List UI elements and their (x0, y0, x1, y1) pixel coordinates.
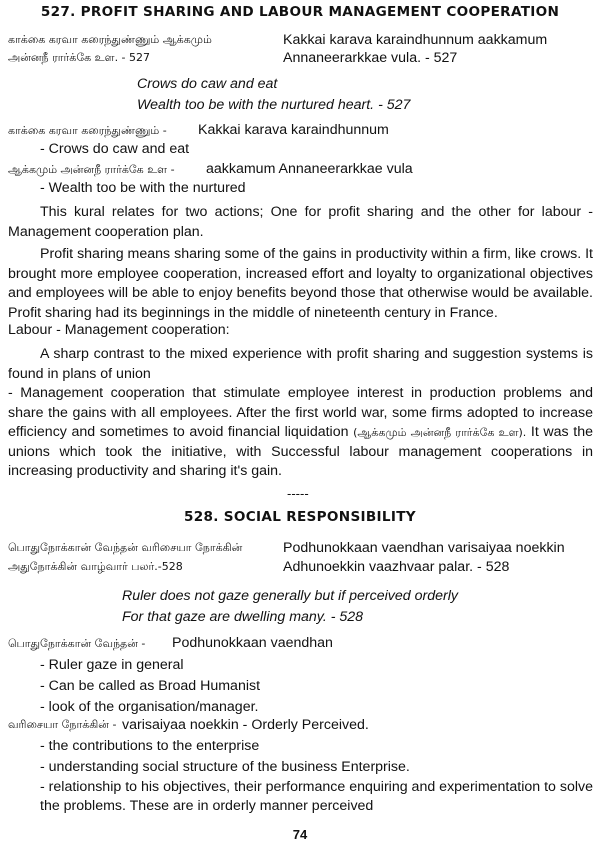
gloss-527-2-translit: aakkamum Annaneerarkkae vula (206, 161, 413, 177)
para4-text-a: - Management cooperation that stimulate employee interest in production problems and share the gains with all employees. After the first world war, some firms adopted to increase efficiency and sometimes to avoid financial liquidation (8, 385, 593, 440)
section-527-title: 527. PROFIT SHARING AND LABOUR MANAGEMENT COOPERATION (40, 4, 560, 20)
gloss-527-1-translit: Kakkai karava karaindhunnum (198, 122, 389, 138)
gloss-528-1-item-2: - Can be called as Broad Humanist (40, 678, 261, 694)
paragraph-profit-sharing: Profit sharing means sharing some of the gains in productivity within a firm, like crows. It brought more employee cooperation, increased effort and loyalty to organizational objectives and employees will be able to enjoy benefits beyond those that otherwise would be available. Profit sharing had its beginnings in the middle of nineteenth century in France. (8, 246, 593, 321)
kural-527-translit-line1: Kakkai karava karaindhunnum aakkamum (283, 32, 548, 48)
paragraph-management-cooperation (8, 384, 593, 482)
section-separator: ----- (287, 486, 309, 501)
para4-tamil-inline: (ஆக்கமும் அன்னநீ ரார்க்கே உள). (353, 426, 527, 439)
gloss-527-1-meaning: - Crows do caw and eat (40, 141, 190, 157)
paragraph-sharp-contrast: A sharp contrast to the mixed experience with profit sharing and suggestion systems is found in plans of union (8, 346, 593, 382)
labour-management-heading: Labour - Management cooperation: (8, 322, 230, 338)
gloss-528-1-item-3: - look of the organisation/manager. (40, 699, 259, 715)
kural-528-english-line2: For that gaze are dwelling many. - 528 (122, 609, 364, 625)
para4-text-b: It was the unions which took the initiative, with Successful labour management cooperations in increasing productivity and sharing it's gain. (8, 424, 593, 479)
gloss-527-1-tamil: காக்கை கரவா கரைந்துண்ணும் - (8, 124, 167, 137)
kural-528-translit-line1: Podhunokkaan vaendhan varisaiyaa noekkin (283, 540, 565, 556)
gloss-528-2-item-1: - the contributions to the enterprise (40, 738, 260, 754)
gloss-527-2-meaning: - Wealth too be with the nurtured (40, 180, 246, 196)
kural-527-translit-line2: Annaneerarkkae vula. - 527 (283, 50, 458, 66)
kural-527-tamil-line1: காக்கை கரவா கரைந்துண்ணும் ஆக்கமும் (8, 33, 212, 46)
kural-528-tamil-line2: அதுநோக்கின் வாழ்வார் பலர்.-528 (8, 560, 183, 573)
kural-528-translit-line2: Adhunoekkin vaazhvaar palar. - 528 (283, 559, 510, 575)
gloss-527-2-tamil: ஆக்கமும் அன்னநீ ரார்க்கே உள - (8, 163, 175, 176)
gloss-528-1-translit: Podhunokkaan vaendhan (172, 635, 333, 651)
page-number: 74 (292, 827, 308, 842)
kural-528-tamil-line1: பொதுநோக்கான் வேந்தன் வரிசையா நோக்கின் (8, 541, 243, 554)
gloss-528-2-tamil: வரிசையா நோக்கின் - (8, 718, 117, 731)
gloss-528-2-translit: varisaiyaa noekkin - Orderly Perceived. (122, 717, 369, 733)
gloss-528-2-item-2: - understanding social structure of the business Enterprise. (40, 759, 410, 775)
paragraph-kural-relates: This kural relates for two actions; One for profit sharing and the other for labour - Management cooperation plan. (8, 204, 593, 240)
section-528-title: 528. SOCIAL RESPONSIBILITY (184, 509, 416, 525)
kural-527-english-line1: Crows do caw and eat (137, 76, 278, 92)
gloss-528-2-last-item: - relationship to his objectives, their performance enquiring and experimentation to solve the problems. These are in orderly manner perceived (40, 779, 593, 814)
gloss-528-1-tamil: பொதுநோக்கான் வேந்தன் - (8, 637, 146, 650)
kural-527-english-line2: Wealth too be with the nurtured heart. - 527 (137, 97, 411, 113)
gloss-528-1-item-1: - Ruler gaze in general (40, 657, 184, 673)
kural-528-english-line1: Ruler does not gaze generally but if perceived orderly (122, 588, 458, 604)
kural-527-tamil-line2: அன்னநீ ரார்க்கே உள. - 527 (8, 51, 151, 64)
